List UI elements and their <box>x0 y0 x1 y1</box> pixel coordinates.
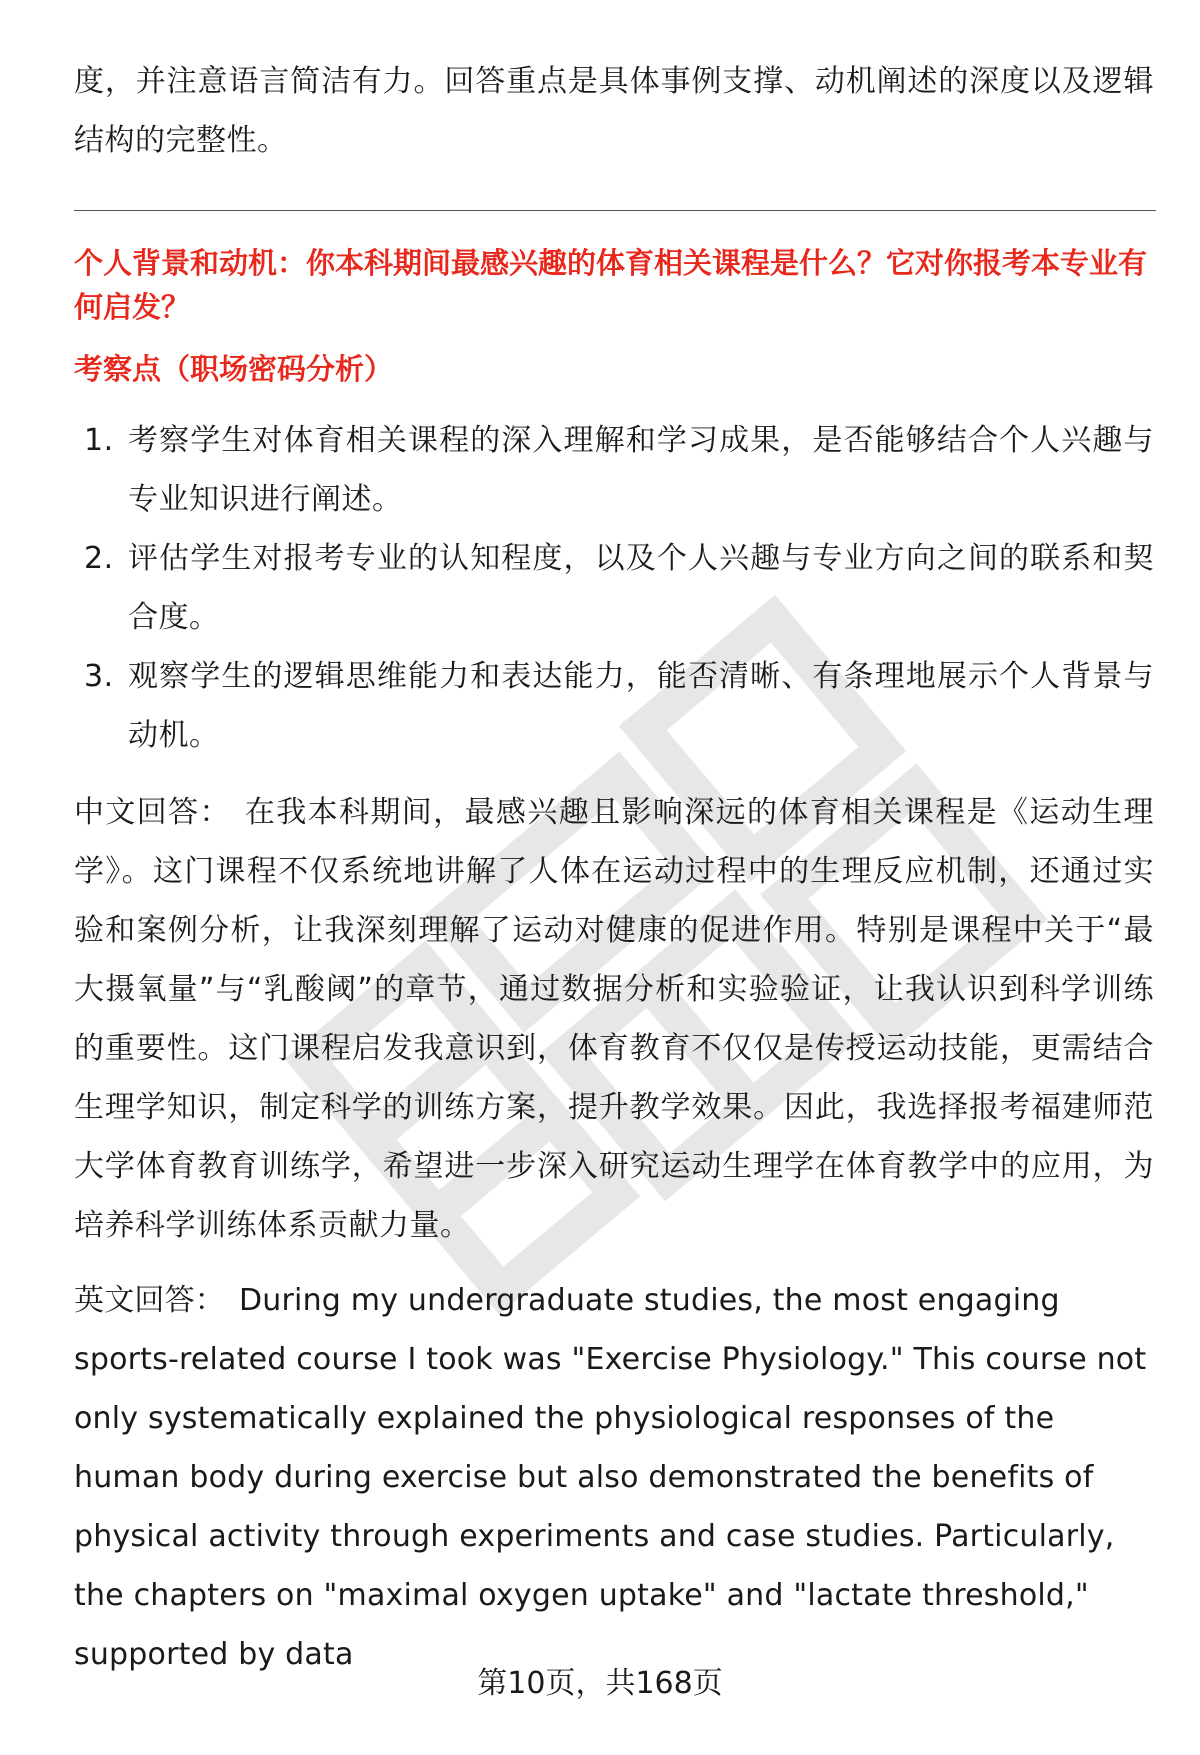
page-content <box>74 52 1154 1684</box>
assessment-point <box>74 647 1154 765</box>
point-text: 观察学生的逻辑思维能力和表达能力，能否清晰、有条理地展示个人背景与动机。 <box>128 659 1154 753</box>
point-text: 评估学生对报考专业的认知程度，以及个人兴趣与专业方向之间的联系和契合度。 <box>128 541 1154 635</box>
english-answer-text: During my undergraduate studies, the most engaging sports-related course I took was "Exercise Physiology." This course not only systematically explained the physiological responses of the human body during exercise but also demonstrated the benefits of physical activity through experiments and case studies. Particularly, the chapters on "maximal oxygen uptake" and "lactate threshold," supported by data <box>74 1283 1147 1672</box>
point-number: 3. <box>84 659 114 694</box>
page-number-footer: 第10页，共168页 <box>477 1666 723 1701</box>
point-text: 考察学生对体育相关课程的深入理解和学习成果，是否能够结合个人兴趣与专业知识进行阐述。 <box>128 423 1154 517</box>
chinese-answer-text: 在我本科期间，最感兴趣且影响深远的体育相关课程是《运动生理学》。这门课程不仅系统地讲解了人体在运动过程中的生理反应机制，还通过实验和案例分析，让我深刻理解了运动对健康的促进作用。特别是课程中关于“最大摄氧量”与“乳酸阈”的章节，通过数据分析和实验验证，让我认识到科学训练的重要性。这门课程启发我意识到，体育教育不仅仅是传授运动技能，更需结合生理学知识，制定科学的训练方案，提升教学效果。因此，我选择报考福建师范大学体育教育训练学，希望进一步深入研究运动生理学在体育教学中的应用，为培养科学训练体系贡献力量。 <box>74 795 1155 1243</box>
chinese-answer-label: 中文回答： <box>74 795 231 830</box>
english-answer <box>74 1271 1154 1684</box>
chinese-answer <box>74 783 1154 1255</box>
intro-paragraph: 度，并注意语言简洁有力。回答重点是具体事例支撑、动机阐述的深度以及逻辑结构的完整性。 <box>74 64 1154 158</box>
assessment-point <box>74 411 1154 529</box>
point-number: 1. <box>84 423 114 458</box>
english-answer-label: 英文回答： <box>74 1283 225 1318</box>
question-heading: 个人背景和动机：你本科期间最感兴趣的体育相关课程是什么？它对你报考本专业有何启发？ <box>74 246 1148 324</box>
section-divider <box>74 210 1156 211</box>
assessment-points-list <box>74 411 1154 765</box>
assessment-label: 考察点（职场密码分析） <box>74 352 394 386</box>
point-number: 2. <box>84 541 114 576</box>
assessment-point <box>74 529 1154 647</box>
